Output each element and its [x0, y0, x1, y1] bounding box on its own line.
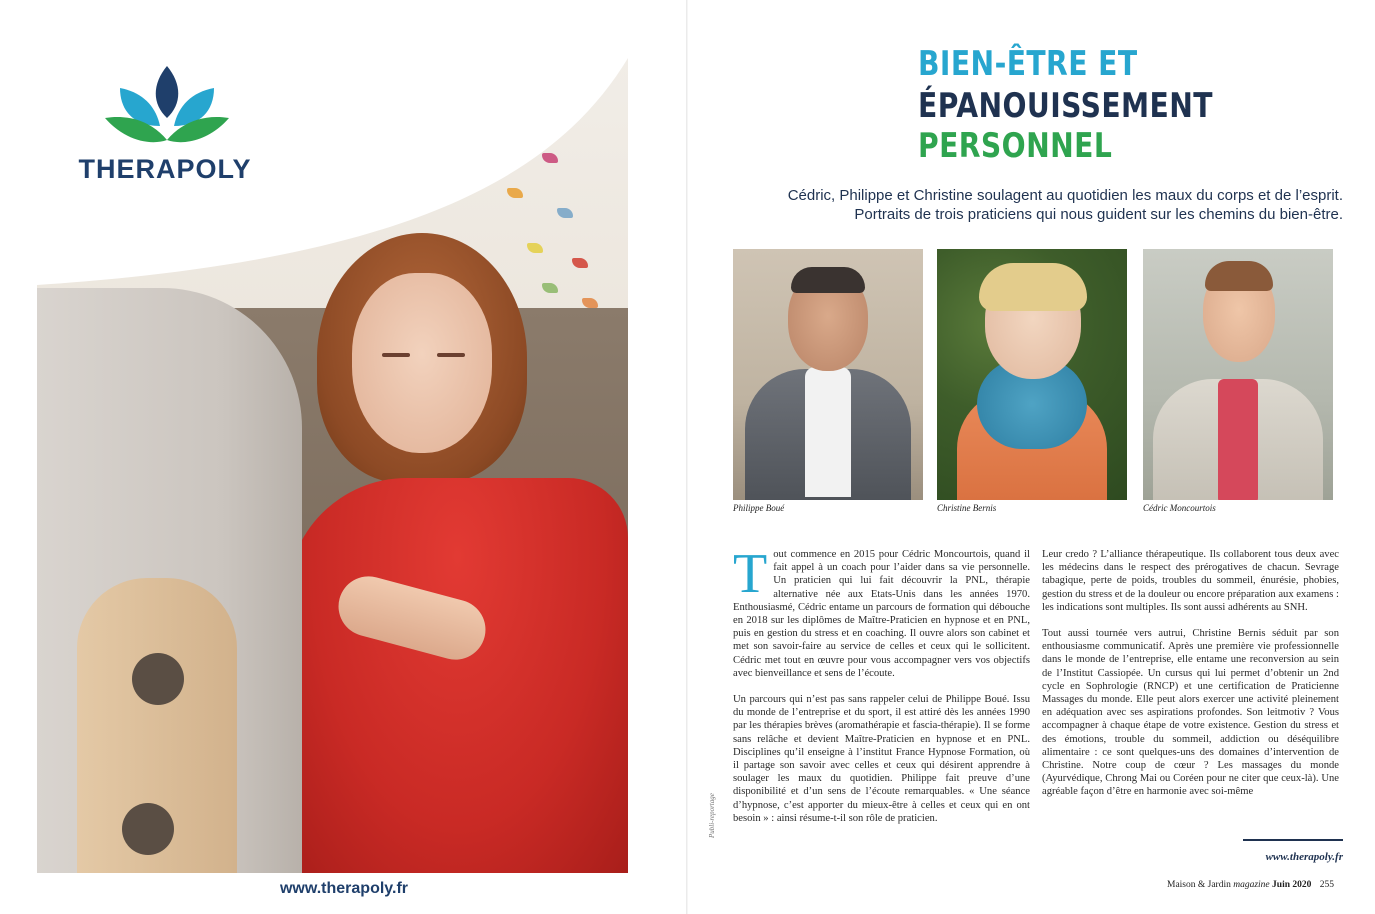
chair-hole	[122, 803, 174, 855]
intro-line: Portraits de trois praticiens qui nous guident sur les chemins du bien-être.	[854, 206, 1343, 223]
article-paragraph: Un parcours qui n’est pas sans rappeler celui de Philippe Boué. Issu du monde de l’entreprise et du sport, il est attiré dès les années 1990 par les thérapies brèves (aromathérapie et fascia-thérapie). Il se forme sans relâche et devient Maître-Praticien en hypnose et en PNL. Disciplines qu’il enseigne à l’institut France Hypnose Formation, où il partage son savoir avec celles et ceux qui désirent apprendre à soulager les maux du quotidien. Philippe fait preuve d’une disponibilité et d’un sens de l’écoute remarquables. « Une séance d’hypnose, c’est apporter du mieux-être à celles et ceux qui en ont besoin » : ainsi résume-t-il son rôle de praticien.	[733, 694, 1030, 824]
closed-eye	[382, 353, 410, 357]
url-rule	[1243, 839, 1343, 841]
caption-philippe: Philippe Boué	[733, 503, 785, 513]
hair	[791, 267, 865, 293]
intro-text	[733, 186, 1343, 224]
caption-cedric: Cédric Moncourtois	[1143, 503, 1216, 513]
paragraph-text: out commence en 2015 pour Cédric Moncourtois, quand il fait appel à un coach pour l’aider dans sa vie personnelle. Un praticien qui lui fait découvrir la PNL, thérapie alternative née aux Etats-Unis dans les années 1970. Enthousiasmé, Cédric entame un parcours de formation qui débouche en 2018 sur les diplômes de Maître-Praticien en hypnose et en PNL, puis en gestion du stress et en coaching. Il ouvre alors son cabinet et met son savoir-faire au service de celles et ceux qui le sollicitent. Cédric met tout en œuvre pour vous accompagner vers vos objectifs avec bienveillance et sens de l’écoute.	[733, 549, 1030, 679]
article-paragraph: Leur credo ? L’alliance thérapeutique. Ils collaborent tous deux avec les médecins dans le respect des prérogatives de chacun. Sevrage tabagique, perte de poids, troubles du sommeil, énurésie, phobies, gestion du stress et de la douleur ou encore préparation aux examens : les indications sont multiples. Ils sont aussi adhérents au SNH.	[1042, 549, 1339, 613]
portrait-christine	[937, 249, 1127, 500]
red-sweater	[287, 478, 628, 873]
intro-line: Cédric, Philippe et Christine soulagent au quotidien les maux du corps et de l’esprit.	[787, 187, 1343, 204]
brand-name: THERAPOLY	[78, 154, 252, 184]
title-line-3: PERSONNEL	[918, 126, 1113, 166]
page-number: 255	[1319, 880, 1334, 890]
shirt	[1218, 379, 1258, 500]
chair-hole	[132, 653, 184, 705]
website-url[interactable]: www.therapoly.fr	[279, 880, 408, 897]
title-line-1: BIEN-ÊTRE ET	[918, 44, 1138, 84]
website-url[interactable]: www.therapoly.fr	[1265, 851, 1343, 863]
hair	[979, 263, 1087, 311]
portrait-cedric	[1143, 249, 1333, 500]
footer-issue: Juin 2020	[1272, 880, 1312, 890]
footer-magazine-italic: magazine	[1233, 880, 1270, 890]
article-column-2	[1042, 548, 1339, 812]
article-paragraph: Tout aussi tournée vers autrui, Christine Bernis séduit par son enthousiasme communicatif. Après une première vie professionnelle dans le monde de l’entreprise, elle entame une reconversion au sein de l’Institut Cassiopée. Un cursus qui lui permet d’obtenir un 2nd cycle en Sophrologie (RNCP) et une certification de Praticienne Massages du monde. Elle peut alors exercer une activité pleinement en adéquation avec ses aspirations profondes. Son leitmotiv ? Vous accompagner à chaque étape de votre existence. Gestion du stress et des émotions, trouble du sommeil, addiction ou déséquilibre alimentaire : ce sont quelques-uns des domaines d’intervention de Christine. Notre coup de cœur ? Les massages du monde (Ayurvédique, Chrong Mai ou Coréen pour ne citer que ceux-là). Une agréable façon d’être en harmonie avec soi-même	[1042, 628, 1339, 798]
page-footer	[1128, 880, 1334, 890]
shirt	[805, 367, 851, 497]
closed-eye	[437, 353, 465, 357]
article-column-1	[733, 543, 1030, 838]
title-line-2: ÉPANOUISSEMENT	[918, 86, 1213, 126]
publi-reportage-label: Publi-reportage	[708, 793, 716, 838]
right-page	[688, 0, 1375, 914]
caption-christine: Christine Bernis	[937, 503, 997, 513]
article-paragraph	[733, 543, 1030, 680]
drop-cap: T	[733, 543, 768, 605]
portrait-philippe	[733, 249, 923, 500]
hair	[1205, 261, 1273, 291]
footer-magazine: Maison & Jardin	[1167, 880, 1231, 890]
